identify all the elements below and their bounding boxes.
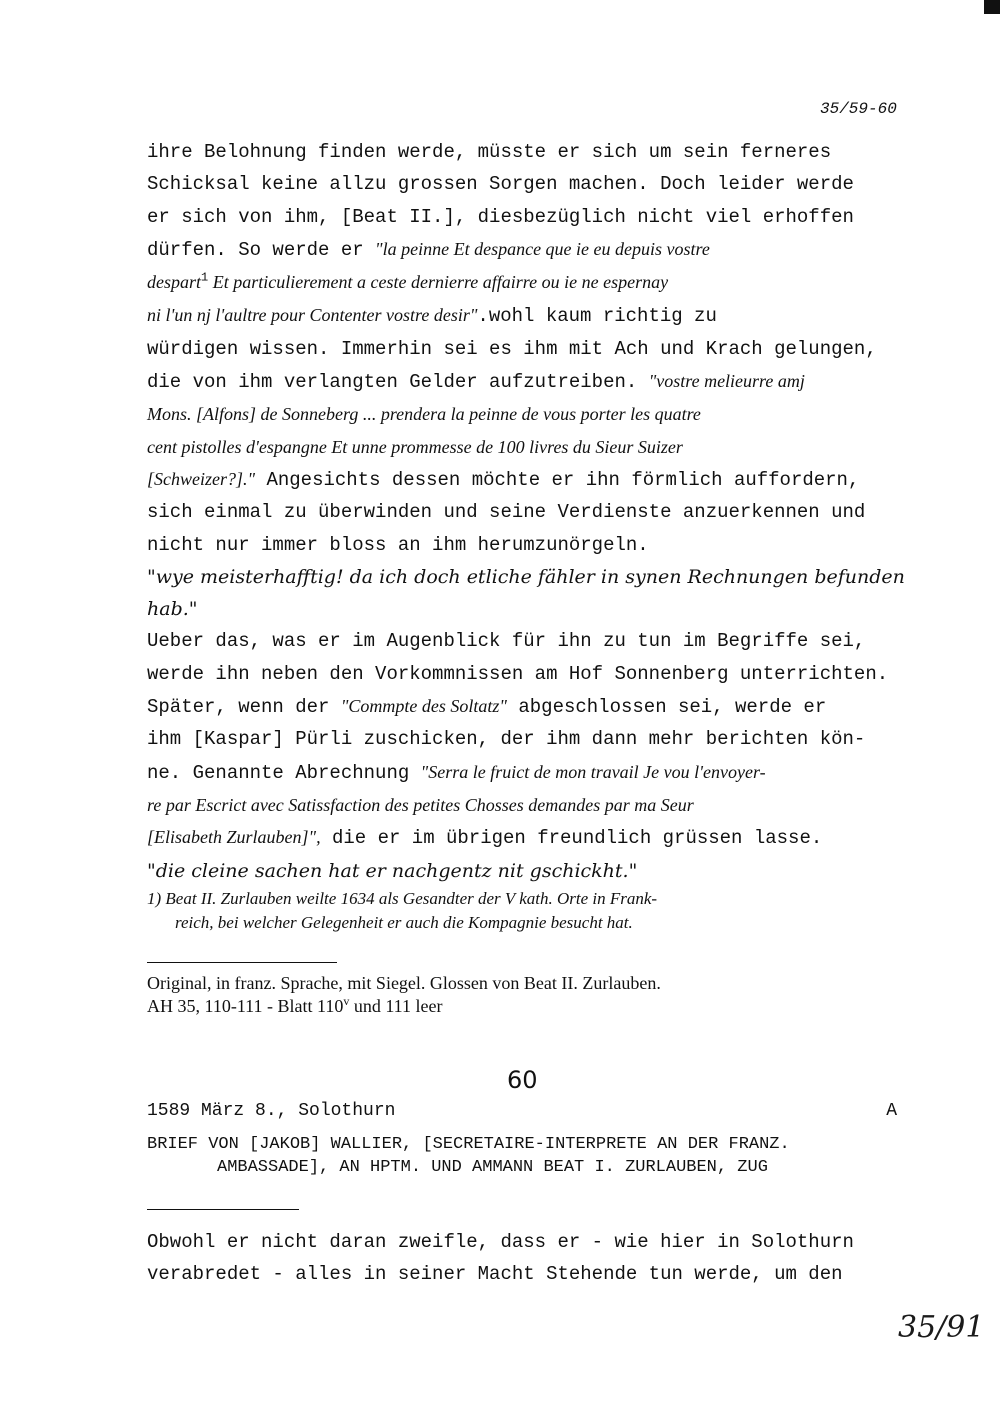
text-segment: Angesichts dessen möchte er ihn förmlich auffordern, xyxy=(255,468,860,491)
text-line: würdigen wissen. Immerhin sei es ihm mit Ach und Krach gelungen, xyxy=(147,337,877,360)
text-line: er sich von ihm, [Beat II.], diesbezüglich nicht viel erhoffen xyxy=(147,205,854,228)
quote-segment: [Elisabeth Zurlauben]", xyxy=(147,827,321,848)
text-line xyxy=(147,299,937,332)
text-line xyxy=(147,365,937,398)
quote-segment: despart xyxy=(147,272,201,293)
quote-segment: Et particulierement a ceste dernierre affairre ou ie ne espernay xyxy=(208,272,669,293)
separator-rule xyxy=(147,962,337,963)
text-line xyxy=(147,690,937,723)
quote-segment: "la peinne Et despance que ie eu depuis vostre xyxy=(375,238,710,259)
text-line: nicht nur immer bloss an ihm herumzunörgeln. xyxy=(147,533,649,556)
title-line: AMBASSADE], AN HPTM. UND AMMANN BEAT I. ZURLAUBEN, ZUG xyxy=(217,1158,768,1177)
text-line xyxy=(147,266,937,299)
handwritten-gloss: hab." xyxy=(147,598,198,621)
text-line: Schicksal keine allzu grossen Sorgen machen. Doch leider werde xyxy=(147,173,854,196)
text-line: verabredet - alles in seiner Macht Stehende tun werde, um den xyxy=(147,1263,843,1285)
date-line xyxy=(147,1101,897,1121)
text-line xyxy=(147,821,937,854)
footnote xyxy=(147,887,927,935)
quote-line: Mons. [Alfons] de Sonneberg ... prendera la peinne de vous porter les quatre xyxy=(147,404,701,425)
text-line: Obwohl er nicht daran zweifle, dass er - wie hier in Solothurn xyxy=(147,1231,854,1253)
quote-segment: [Schweizer?]." xyxy=(147,468,256,489)
document-title xyxy=(147,1133,790,1179)
text-segment: Später, wenn der xyxy=(147,696,341,719)
text-line: ihm [Kaspar] Pürli zuschicken, der ihm dann mehr berichten kön- xyxy=(147,728,866,751)
text-line: Ueber das, was er im Augenblick für ihn zu tun im Begriffe sei, xyxy=(147,630,866,653)
text-segment: ne. Genannte Abrechnung xyxy=(147,761,421,784)
text-segment: .wohl kaum richtig zu xyxy=(477,305,717,328)
source-line xyxy=(147,995,661,1018)
quote-segment: "Serra le fruict de mon travail Je vou l'envoyer- xyxy=(420,761,766,782)
source-segment: und 111 leer xyxy=(349,996,443,1016)
footnote-line: reich, bei welcher Gelegenheit er auch die Kompagnie besucht hat. xyxy=(175,913,633,932)
corner-mark xyxy=(984,0,1000,14)
text-line xyxy=(147,756,937,789)
main-text xyxy=(147,136,937,887)
footnote-line: 1) Beat II. Zurlauben weilte 1634 als Gesandter der V kath. Orte in Frank- xyxy=(147,889,658,908)
handwritten-gloss: "wye meisterhafftig! da ich doch etliche fähler in synen Rechnungen befunden xyxy=(147,565,905,588)
handwritten-gloss: "die cleine sachen hat er nachgentz nit gschickht." xyxy=(147,859,638,882)
source-segment: AH 35, 110-111 - Blatt 110 xyxy=(147,996,344,1016)
source-note xyxy=(147,972,661,1018)
text-line: werde ihn neben den Vorkommnissen am Hof Sonnenberg unterrichten. xyxy=(147,662,889,685)
text-line xyxy=(147,463,937,496)
footnote-ref: 1 xyxy=(201,270,209,285)
document-text xyxy=(147,1226,854,1290)
quote-line: re par Escrict avec Satissfaction des petites Chosses demandes par ma Seur xyxy=(147,794,694,815)
text-segment: die er im übrigen freundlich grüssen lasse. xyxy=(320,827,823,850)
quote-segment: "vostre melieurre amj xyxy=(648,371,805,392)
page-number: 35/59-60 xyxy=(820,100,897,118)
text-line: ihre Belohnung finden werde, müsste er sich um sein ferneres xyxy=(147,141,832,163)
separator-rule xyxy=(147,1209,299,1210)
quote-segment: "Commpte des Soltatz" xyxy=(340,696,507,717)
text-segment: abgeschlossen sei, werde er xyxy=(506,696,827,719)
quote-line: cent pistolles d'espangne Et unne prommesse de 100 livres du Sieur Suizer xyxy=(147,436,683,457)
source-line: Original, in franz. Sprache, mit Siegel. Glossen von Beat II. Zurlauben. xyxy=(147,973,661,993)
category-letter: A xyxy=(886,1101,897,1121)
quote-segment: ni l'un nj l'aultre pour Contenter vostre desir" xyxy=(147,305,478,326)
text-segment: dürfen. So werde er xyxy=(147,238,376,261)
text-line xyxy=(147,233,937,266)
text-segment: die von ihm verlangten Gelder aufzutreiben. xyxy=(147,371,649,394)
verso-mark: v xyxy=(343,994,350,1008)
document-number: 60 xyxy=(507,1066,538,1094)
title-line: BRIEF VON [JAKOB] WALLIER, [SECRETAIRE-INTERPRETE AN DER FRANZ. xyxy=(147,1135,790,1154)
date-place: 1589 März 8., Solothurn xyxy=(147,1101,396,1121)
text-line: sich einmal zu überwinden und seine Verdienste anzuerkennen und xyxy=(147,501,866,524)
archive-mark: 35/91 xyxy=(898,1310,985,1345)
